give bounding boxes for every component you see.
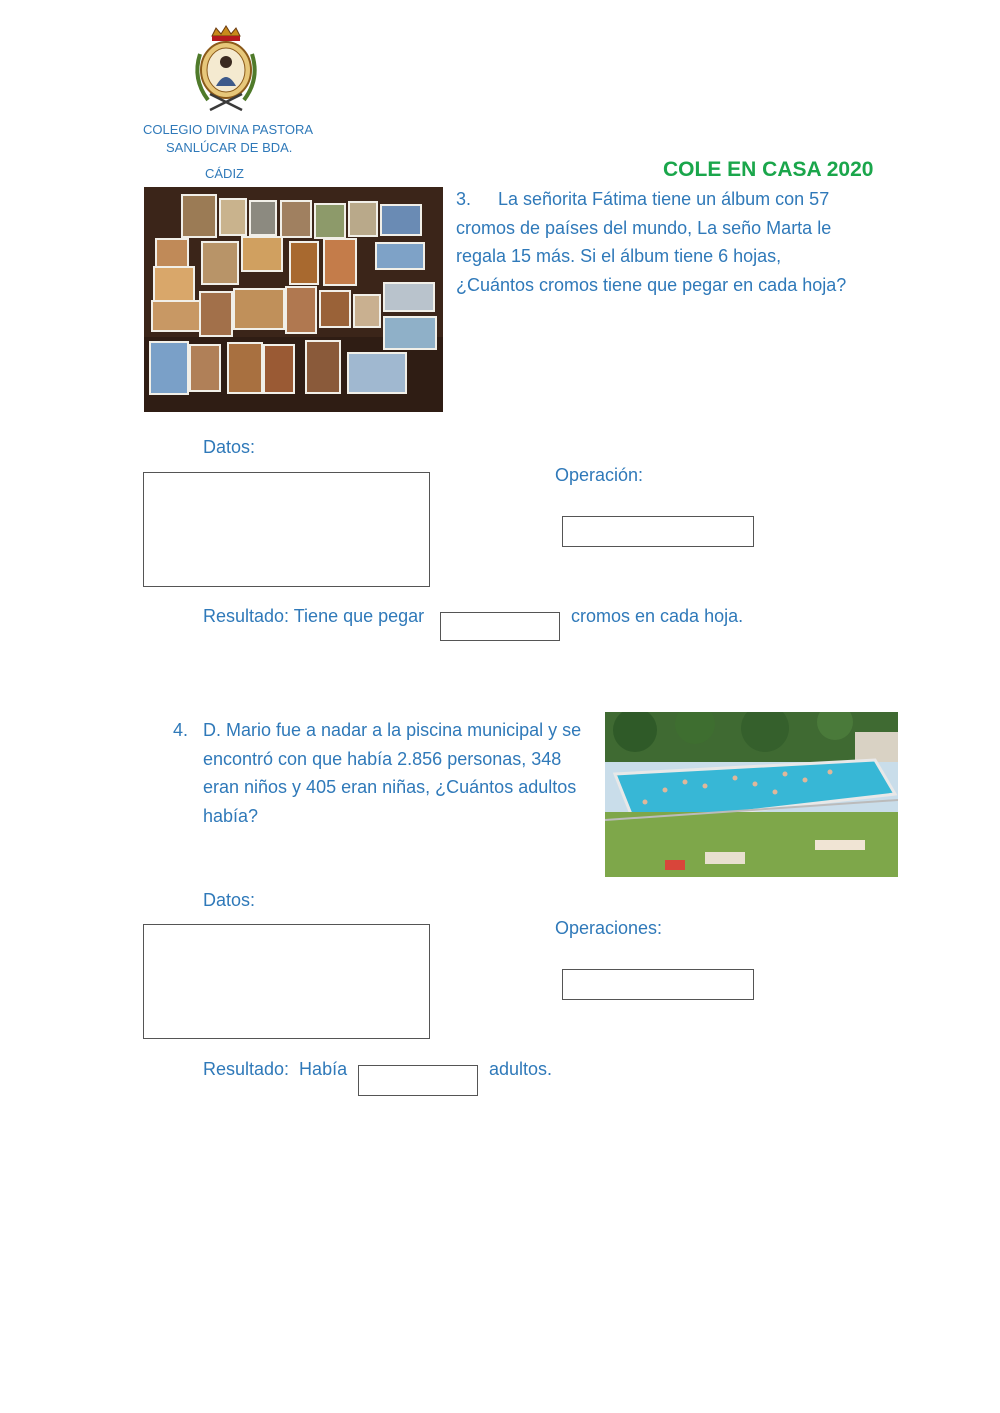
question-3-operacion-label: Operación:: [555, 465, 644, 485]
swimming-pool-photo: [605, 712, 898, 877]
question-4-text: D. Mario fue a nadar a la piscina municipal y se encontró con que había 2.856 personas, 348 eran niños y 405 eran niñas, ¿Cuántos adultos había?: [203, 720, 582, 826]
question-3-datos-box[interactable]: [143, 472, 430, 587]
question-3-result-input[interactable]: [440, 612, 560, 641]
question-4-result-suffix: adultos.: [489, 1059, 553, 1079]
question-3-datos-label: Datos:: [203, 437, 256, 457]
question-4-operacion-label: Operaciones:: [555, 918, 663, 938]
question-4-datos-box[interactable]: [143, 924, 430, 1039]
school-crest-logo: [186, 24, 266, 114]
postcards-photo: [144, 187, 443, 412]
school-name-line: COLEGIO DIVINA PASTORA: [143, 122, 314, 137]
question-4-number: 4.: [173, 720, 189, 740]
question-3-result-prefix: Resultado: Tiene que pegar: [203, 606, 425, 626]
page-title: COLE EN CASA 2020: [663, 158, 874, 181]
question-4-result-prefix: Resultado: Había: [203, 1059, 348, 1079]
question-3-text-block: [456, 185, 856, 299]
question-3-result-suffix: cromos en cada hoja.: [571, 606, 744, 626]
school-city-line: SANLÚCAR DE BDA.: [166, 140, 293, 155]
question-4-operacion-input[interactable]: [562, 969, 754, 1000]
question-3-operacion-input[interactable]: [562, 516, 754, 547]
question-4-datos-label: Datos:: [203, 890, 256, 910]
question-4-result-input[interactable]: [358, 1065, 478, 1096]
school-province-line: CÁDIZ: [205, 166, 244, 181]
question-3-number: 3.: [456, 189, 472, 209]
question-3-text: La señorita Fátima tiene un álbum con 57 cromos de países del mundo, La seño Marta le regala 15 más. Si el álbum tiene 6 hojas, ¿Cuántos cromos tiene que pegar en cada hoja?: [456, 189, 847, 295]
